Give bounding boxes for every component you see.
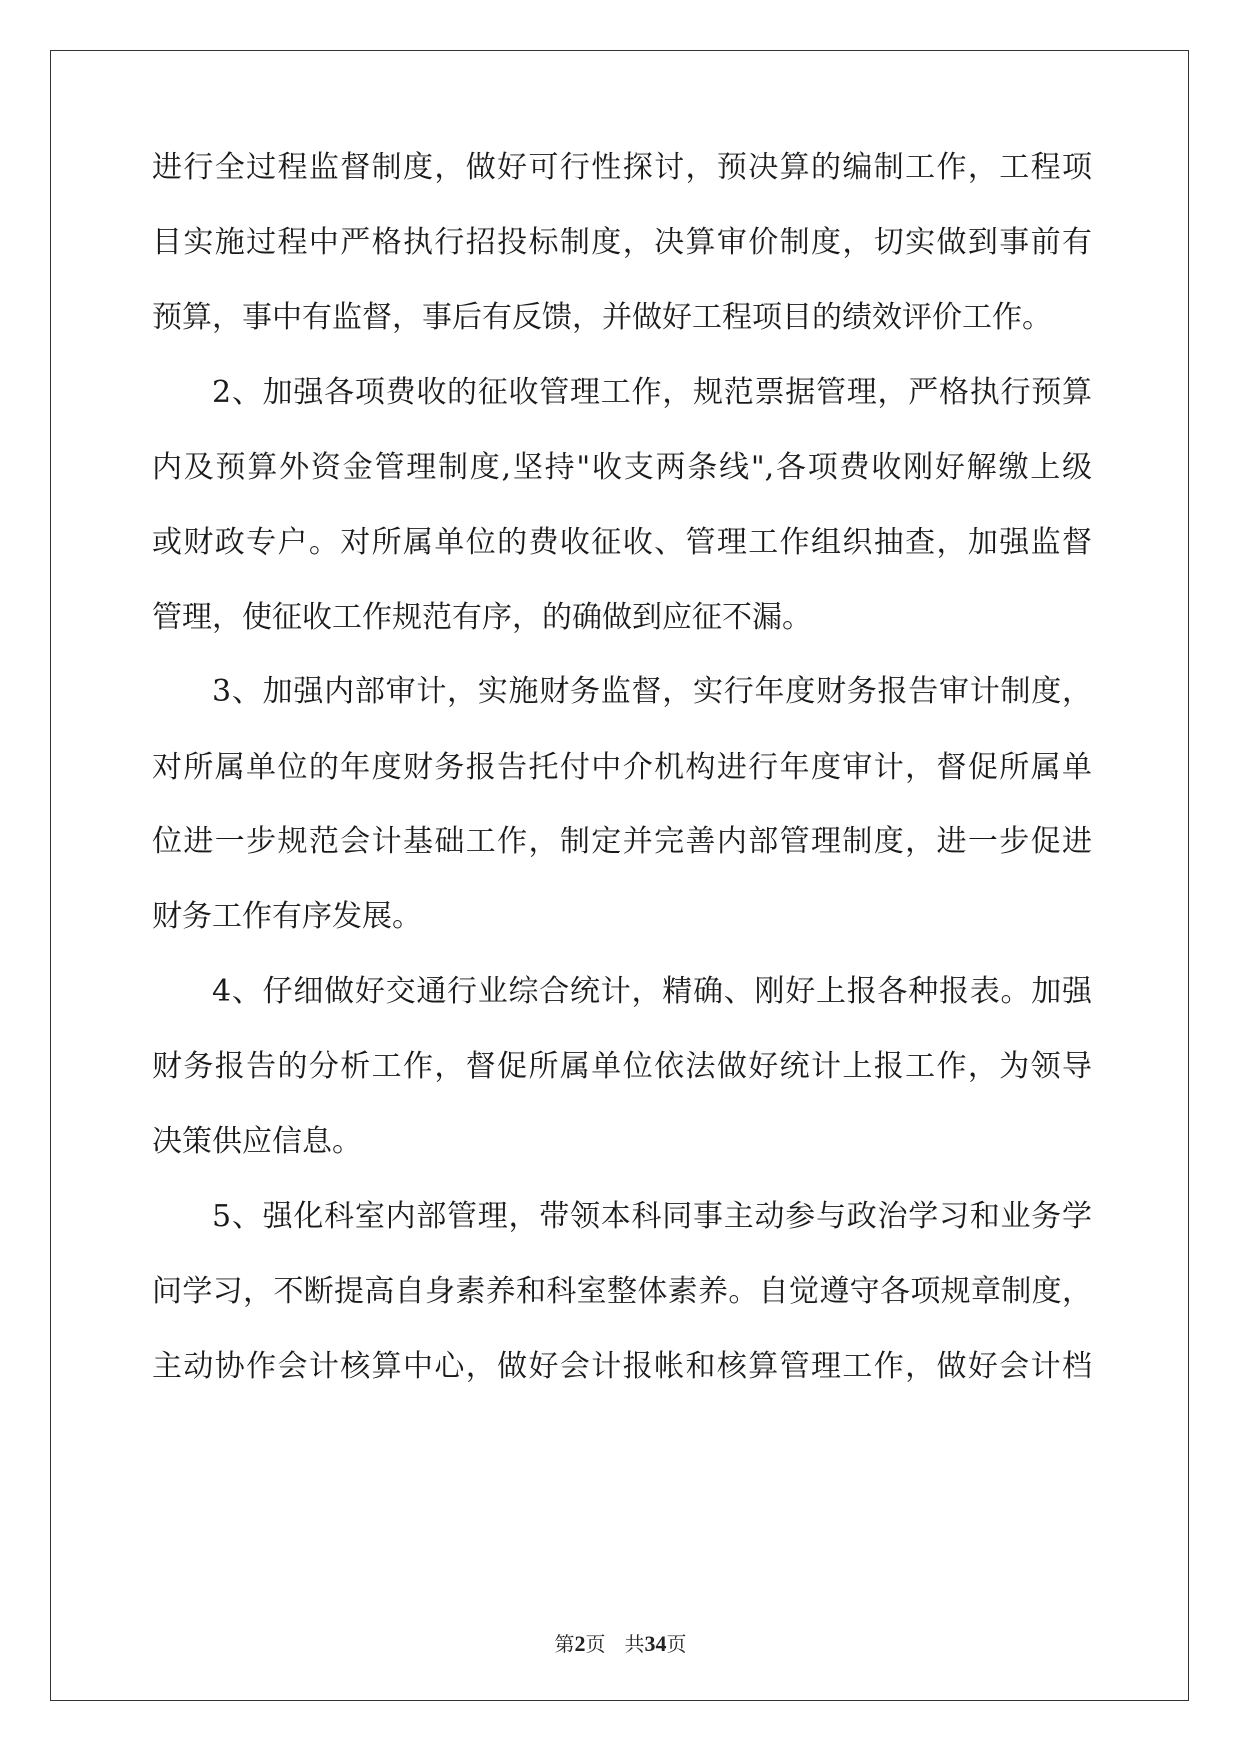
- paragraph-line: 4、仔细做好交通行业综合统计，精确、刚好上报各种报表。加强: [212, 974, 1092, 1009]
- paragraph-line: 目实施过程中严格执行招投标制度，决算审价制度，切实做到事前有: [152, 225, 1092, 260]
- page-prefix: 第: [554, 1632, 575, 1656]
- total-suffix: 页: [666, 1632, 687, 1656]
- paragraph-line: 对所属单位的年度财务报告托付中介机构进行年度审计，督促所属单: [152, 750, 1092, 785]
- paragraph-line: 主动协作会计核算中心，做好会计报帐和核算管理工作，做好会计档: [152, 1349, 1092, 1384]
- paragraph-line: 位进一步规范会计基础工作，制定并完善内部管理制度，进一步促进: [152, 824, 1092, 859]
- total-pages: 34: [644, 1631, 667, 1656]
- paragraph-line: 或财政专户。对所属单位的费收征收、管理工作组织抽查，加强监督: [152, 525, 1092, 560]
- page-number: 2: [574, 1631, 586, 1656]
- paragraph-line: 内及预算外资金管理制度,坚持"收支两条线",各项费收刚好解缴上级: [152, 450, 1092, 485]
- paragraph-line: 2、加强各项费收的征收管理工作，规范票据管理，严格执行预算: [212, 375, 1092, 410]
- paragraph-line: 进行全过程监督制度，做好可行性探讨，预决算的编制工作，工程项: [152, 150, 1092, 185]
- paragraph-line: 财务工作有序发展。: [152, 899, 422, 934]
- total-prefix: 共: [624, 1632, 645, 1656]
- paragraph-line: 问学习，不断提高自身素养和科室整体素养。自觉遵守各项规章制度，: [152, 1274, 1092, 1309]
- page-footer: [0, 1628, 1241, 1657]
- paragraph-line: 3、加强内部审计，实施财务监督，实行年度财务报告审计制度，: [212, 674, 1092, 709]
- paragraph-line: 预算，事中有监督，事后有反馈，并做好工程项目的绩效评价工作。: [152, 300, 1052, 335]
- paragraph-line: 管理，使征收工作规范有序，的确做到应征不漏。: [152, 600, 812, 635]
- paragraph-line: 5、强化科室内部管理，带领本科同事主动参与政治学习和业务学: [212, 1199, 1092, 1234]
- paragraph-line: 财务报告的分析工作，督促所属单位依法做好统计上报工作，为领导: [152, 1049, 1092, 1084]
- page-suffix: 页: [585, 1632, 606, 1656]
- paragraph-line: 决策供应信息。: [152, 1124, 362, 1159]
